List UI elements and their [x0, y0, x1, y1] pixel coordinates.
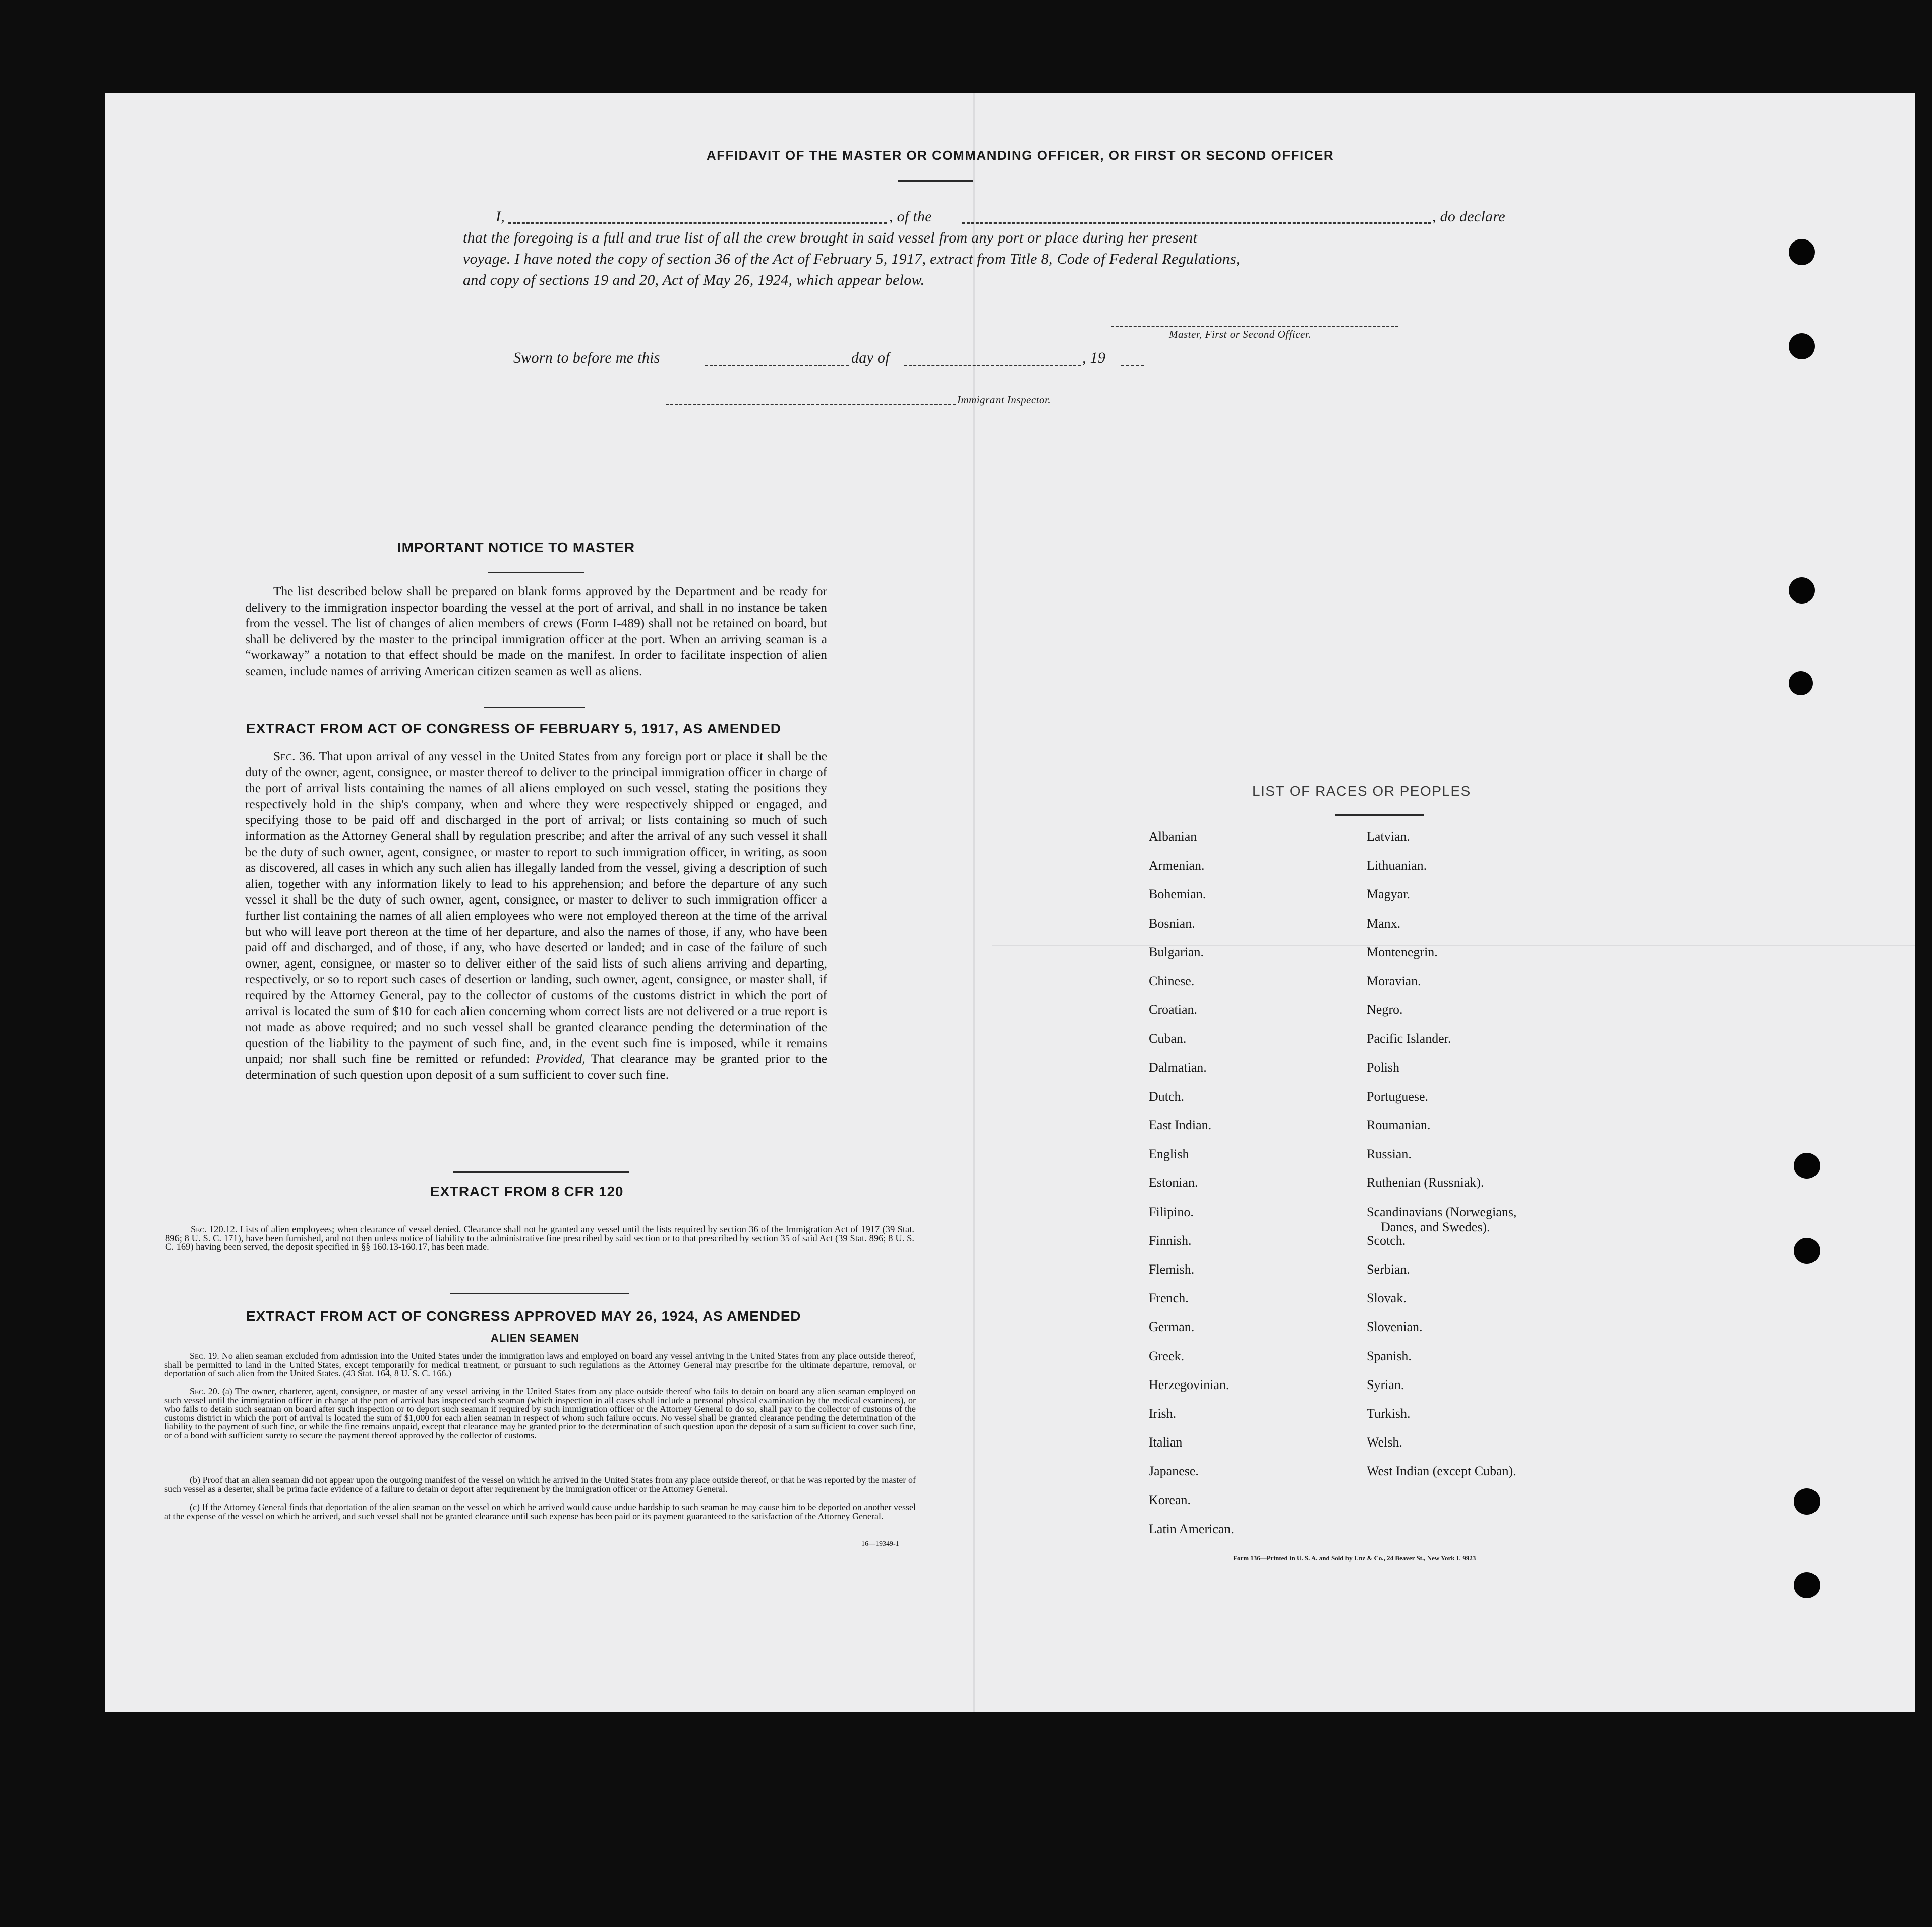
race-item: Latin American. [1149, 1521, 1234, 1536]
race-item: Bosnian. [1149, 916, 1195, 931]
race-item: Italian [1149, 1435, 1183, 1450]
affidavit-line-3: voyage. I have noted the copy of section 36 of the Act of February 5, 1917, extract from Title 8, Code of Federal Regulations, [463, 251, 1240, 267]
title-rule [898, 180, 973, 182]
cfr-text [165, 1226, 914, 1252]
vessel-blank[interactable] [962, 222, 1431, 224]
alien-seamen-subtitle: ALIEN SEAMEN [491, 1332, 579, 1344]
section-20-text [164, 1387, 916, 1440]
race-item: Scandinavians (Norwegians, [1367, 1204, 1517, 1219]
race-item: Dutch. [1149, 1089, 1185, 1104]
race-item: Syrian. [1367, 1377, 1404, 1392]
notice-bottom-rule [484, 707, 585, 708]
section-36-body: That upon arrival of any vessel in the United States from any foreign port or place it shall be the duty of the owner, agent, consignee, or master thereof to deliver to the principal immigration officer in charge of the port of arrival lists containing the names of all aliens employed on such vessel, stating the positions they respectively hold in the ship's company, when and where they were respectively shipped or engaged, and specifying those to be paid off and discharged in the port of arrival; or lists containing so much of such information as the Attorney General shall by regulation prescribe; and after the arrival of any such vessel it shall be the duty of such owner, agent, consignee, or master to report to such immigration officer, in writing, as soon as discovered, all cases in which any such alien has illegally landed from the vessel, giving a description of such alien, together with any information likely to lead to his apprehension; and before the departure of any such vessel it shall be the duty of such owner, agent, consignee, or master to deliver to such immigration officer a further list containing the names of all alien employees who were not employed thereon at the time of the arrival but who will leave port thereon at the time of her departure, and also the names of those, if any, who have been paid off and discharged, and of those, if any, who have deserted or landed; and in case of the failure of such owner, agent, consignee, or master so to deliver either of the said lists of such aliens arriving and departing, respectively, or so to report such cases of desertion or landing, such owner, agent, consignee, or master shall, if required by the Attorney General, pay to the collector of customs of the customs district in which the port of arrival is located the sum of $10 for each alien concerning whom correct lists are not delivered or a true report is not made as above required; and no such vessel shall be granted clearance pending the determination of the question of the liability to the payment of such fine, and, in the event such fine is imposed, while it remains unpaid; nor shall such fine be remitted or refunded: [245, 749, 827, 1066]
race-item: Croatian. [1149, 1002, 1198, 1017]
race-item: Slovak. [1367, 1291, 1407, 1306]
year-text: , 19 [1082, 349, 1106, 366]
horizontal-fold [992, 945, 1915, 946]
race-item: Bulgarian. [1149, 944, 1204, 959]
name-blank[interactable] [508, 222, 887, 224]
race-item: Montenegrin. [1367, 944, 1438, 959]
race-item: Danes, and Swedes). [1381, 1219, 1490, 1234]
race-item: Portuguese. [1367, 1089, 1429, 1104]
race-item: Flemish. [1149, 1262, 1195, 1277]
race-item: Finnish. [1149, 1233, 1192, 1248]
race-item: Pacific Islander. [1367, 1031, 1451, 1046]
notice-text: The list described below shall be prepared on blank forms approved by the Department and be ready for delivery to the immigration inspector boarding the vessel at the port of arrival, and shall in no instance be taken from the vessel. The list of changes of alien members of crews (Form I-489) shall not be retained on board, but shall be delivered by the master to the principal immigration officer at the port. When an arriving seaman is a “workaway” a notation to that effect should be made on the manifest. In order to facilitate inspection of alien seamen, include names of arriving American citizen seamen as well as aliens. [245, 584, 827, 678]
provided-word: Provided, [536, 1052, 586, 1066]
affidavit-line-1-i: I, [496, 208, 505, 225]
race-item: Cuban. [1149, 1031, 1187, 1046]
section-20-body: (a) The owner, charterer, agent, consignee, or master of any vessel arriving in the United States from any place outside thereof who fails to detain on board any alien seaman employed on such vessel until the immigration officer in charge at the port of arrival has inspected such seaman (which inspection in all cases shall include a personal physical examination by the medical examiners), or who fails to detain such seaman on board after such inspection or to deport such seaman if required by such immigration officer or the Attorney General to do so, shall pay to the collector of customs of the customs district in which the port of arrival is located the sum of $1,000 for each alien seaman in respect of whom such failure occurs. No vessel shall be granted clearance pending the determination of the liability to the payment of such fine, or while the fine remains unpaid, except that clearance may be granted prior to the determination of such question upon the deposit of a sum sufficient to cover such fine, or of a bond with sufficient surety to secure the payment thereof approved by the collector of customs. [164, 1386, 916, 1440]
punch-hole [1794, 1572, 1820, 1598]
sworn-month-blank[interactable] [904, 365, 1081, 366]
section-19-text [164, 1352, 916, 1378]
race-item: Dalmatian. [1149, 1060, 1207, 1075]
master-signature-line[interactable] [1111, 326, 1398, 327]
race-item: Chinese. [1149, 974, 1195, 988]
sworn-day-blank[interactable] [705, 365, 849, 366]
race-item: Moravian. [1367, 974, 1421, 988]
race-item: Slovenian. [1367, 1319, 1423, 1335]
sworn-year-blank[interactable] [1121, 365, 1144, 366]
affidavit-line-4: and copy of sections 19 and 20, Act of May 26, 1924, which appear below. [463, 272, 925, 288]
race-item: Greek. [1149, 1348, 1185, 1363]
race-item: Armenian. [1149, 858, 1205, 873]
race-item: Turkish. [1367, 1406, 1411, 1421]
race-item: Albanian [1149, 829, 1197, 844]
affidavit-title: AFFIDAVIT OF THE MASTER OR COMMANDING OFFICER, OR FIRST OR SECOND OFFICER [706, 148, 1334, 163]
race-item: Bohemian. [1149, 887, 1206, 902]
race-item: Scotch. [1367, 1233, 1406, 1248]
punch-hole [1789, 333, 1815, 359]
race-item: Latvian. [1367, 829, 1410, 844]
punch-hole [1794, 1238, 1820, 1264]
center-fold [973, 93, 975, 1712]
affidavit-line-1-of: , of the [889, 208, 932, 225]
day-of-text: day of [851, 349, 890, 366]
affidavit-line-2: that the foregoing is a full and true list of all the crew brought in said vessel from any port or place during her present [463, 229, 1198, 246]
punch-hole [1789, 577, 1815, 604]
race-item: Ruthenian (Russniak). [1367, 1175, 1484, 1190]
cfr-title: EXTRACT FROM 8 CFR 120 [430, 1184, 624, 1199]
race-item: Roumanian. [1367, 1118, 1431, 1132]
race-item: Welsh. [1367, 1435, 1402, 1450]
race-item: French. [1149, 1291, 1189, 1306]
race-item: Magyar. [1367, 887, 1410, 902]
race-item: Spanish. [1367, 1348, 1412, 1363]
section-19-body: No alien seaman excluded from admission into the United States under the immigration laws and employed on board any vessel arriving in the United States from any place outside thereof, shall be permitted to land in the United States, except temporarily for medical treatment, or pursuant to such regulations as the Attorney General may prescribe for the ultimate departure, removal, or deportation of such alien from the United States. (43 Stat. 164, 8 U. S. C. 166.) [164, 1351, 916, 1379]
form-code: 16—19349-1 [861, 1540, 899, 1548]
race-item: Negro. [1367, 1002, 1403, 1017]
race-item: Serbian. [1367, 1262, 1410, 1277]
punch-hole [1794, 1488, 1820, 1515]
race-item: West Indian (except Cuban). [1367, 1464, 1516, 1479]
punch-hole [1789, 239, 1815, 265]
cfr-body: Lists of alien employees; when clearance of vessel denied. Clearance shall not be granted any vessel until the lists required by section 36 of the Immigration Act of 1917 (39 Stat. 896; 8 U. S. C. 171), have been furnished, and not then unless notice of liability to the administrative fine prescribed by said section or to that prescribed by section 35 of said Act (39 Stat. 896; 8 U. S. C. 169) having been served, the deposit specified in §§ 160.13-160.17, has been made. [165, 1225, 914, 1253]
notice-rule [488, 572, 584, 573]
section-19-label: Sec. 19. [190, 1351, 219, 1361]
race-item: Herzegovinian. [1149, 1377, 1230, 1392]
races-rule [1335, 814, 1424, 816]
document-page [105, 93, 1915, 1712]
extract-1924-title: EXTRACT FROM ACT OF CONGRESS APPROVED MAY 26, 1924, AS AMENDED [246, 1308, 801, 1324]
extract-1917-text [245, 749, 827, 1083]
extract-1917-title: EXTRACT FROM ACT OF CONGRESS OF FEBRUARY 5, 1917, AS AMENDED [246, 720, 781, 736]
race-item: Lithuanian. [1367, 858, 1427, 873]
race-item: Filipino. [1149, 1204, 1194, 1219]
sworn-text: Sworn to before me this [513, 349, 660, 366]
section-20-label: Sec. 20. [190, 1386, 220, 1396]
race-item: Manx. [1367, 916, 1401, 931]
inspector-signature-line[interactable] [666, 404, 956, 405]
printer-footer: Form 136—Printed in U. S. A. and Sold by Unz & Co., 24 Beaver St., New York U 9923 [1233, 1554, 1476, 1562]
subsection-c-text: (c) If the Attorney General finds that deportation of the alien seaman on the vessel on which he arrived would cause undue hardship to such seaman he may cause him to be deported on another vessel at the expense of the vessel on which he arrived, and such vessel shall not be granted clearance until such expense has been paid or its payment guaranteed to the satisfaction of the Attorney General. [164, 1502, 916, 1521]
race-item: Estonian. [1149, 1175, 1198, 1190]
race-item: Japanese. [1149, 1464, 1199, 1479]
race-item: East Indian. [1149, 1118, 1212, 1132]
subsection-b-text: (b) Proof that an alien seaman did not appear upon the outgoing manifest of the vessel on which he arrived in the United States from any place outside thereof, or that he was reported by the master of such vessel as a deserter, shall be prima facie evidence of a failure to detain or deport after requirement by the immigration officer or the Attorney General. [164, 1475, 916, 1494]
race-item: German. [1149, 1319, 1195, 1335]
affidavit-line-1-declare: , do declare [1432, 208, 1505, 225]
inspector-label: Immigrant Inspector. [957, 394, 1051, 406]
cfr-rule [450, 1293, 629, 1294]
punch-hole [1794, 1153, 1820, 1179]
race-item: Polish [1367, 1060, 1400, 1075]
punch-hole [1789, 671, 1813, 695]
race-item: English [1149, 1147, 1189, 1162]
cfr-section-label: Sec. 120.12. [191, 1225, 238, 1235]
races-title: LIST OF RACES OR PEOPLES [1252, 783, 1471, 799]
notice-title: IMPORTANT NOTICE TO MASTER [397, 539, 635, 555]
section-36-end: That clearance may be granted prior to the determination of such question upon deposit of a sum sufficient to cover such fine. [245, 1052, 827, 1082]
master-signature-label: Master, First or Second Officer. [1169, 328, 1311, 340]
section-36-label: Sec. 36. [273, 749, 316, 763]
extract-1917-rule [453, 1171, 629, 1173]
race-item: Irish. [1149, 1406, 1177, 1421]
race-item: Korean. [1149, 1492, 1191, 1508]
race-item: Russian. [1367, 1147, 1412, 1162]
